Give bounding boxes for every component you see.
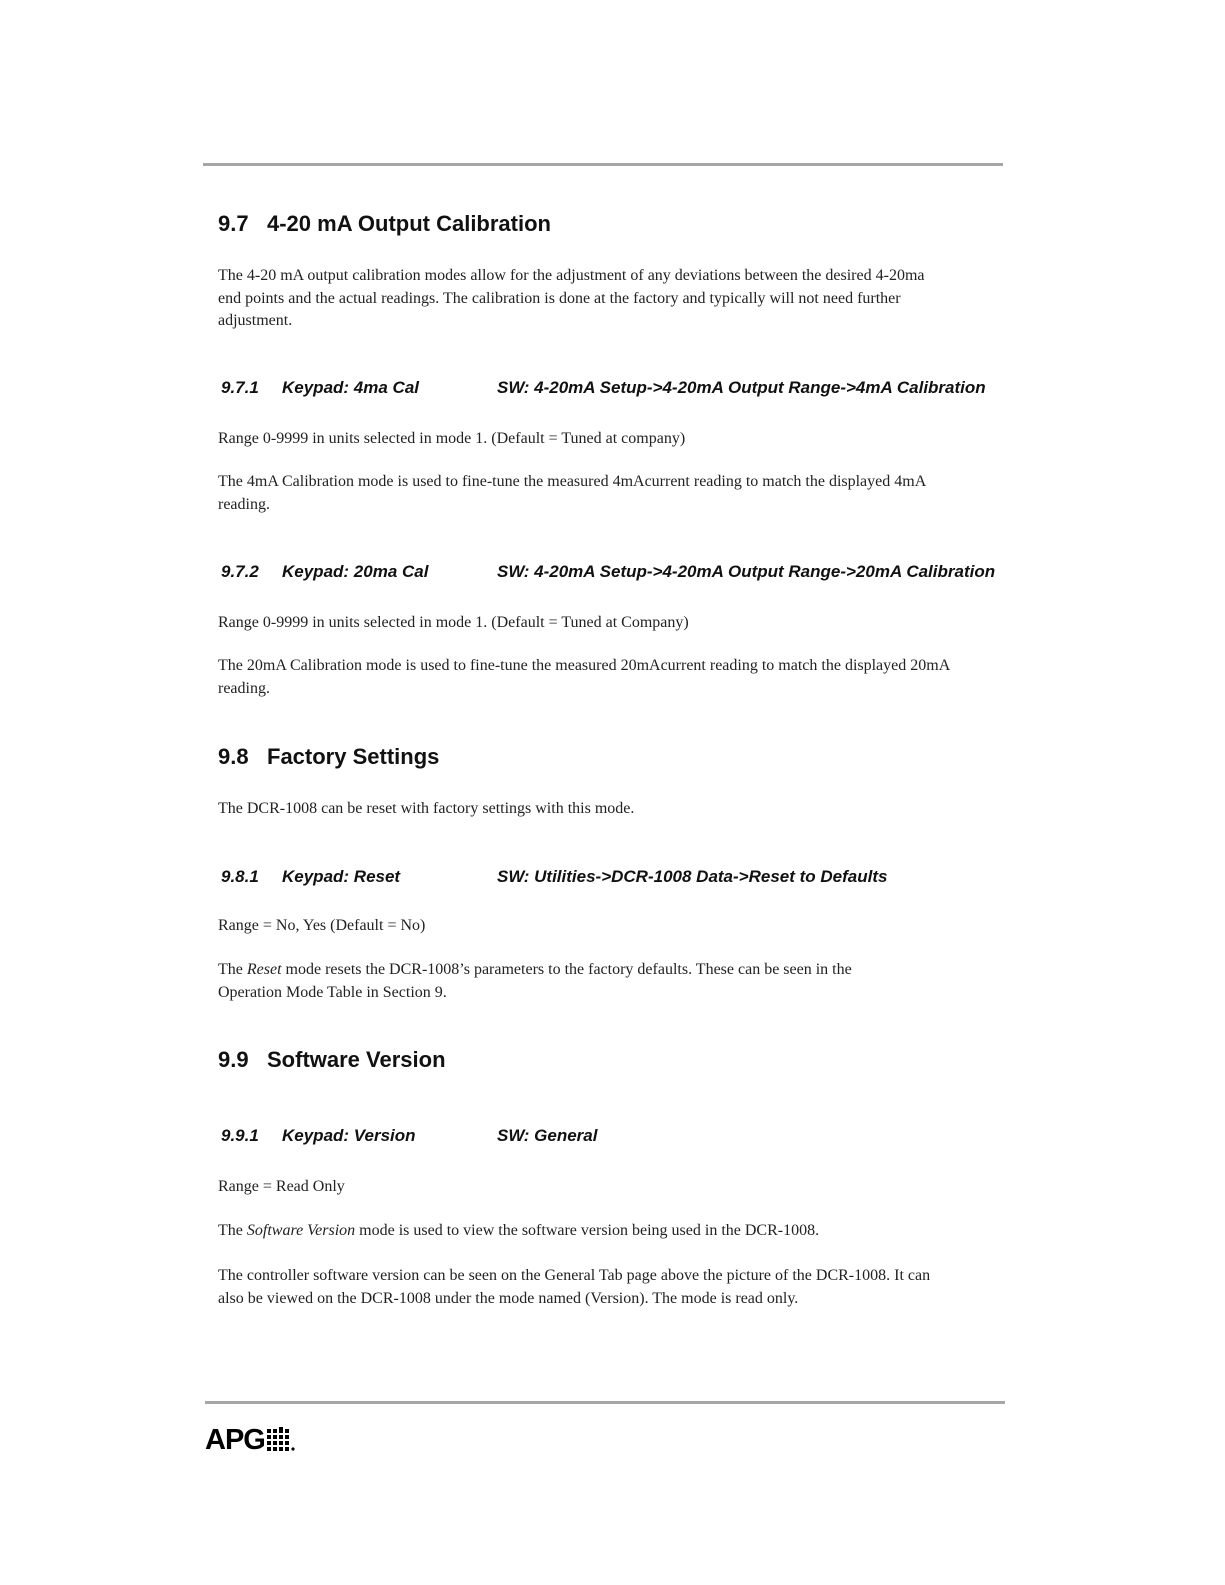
paragraph-factory-settings: The DCR-1008 can be reset with factory settings with this mode. — [218, 800, 635, 817]
paragraph-version-location: The controller software version can be seen on the General Tab page above the picture of the DCR-1008. It can also be viewed on the DCR-1008 under the mode named (Version). The mode is read only. — [218, 1267, 931, 1307]
section-number: 9.9 — [218, 1047, 249, 1072]
text-run: mode resets the DCR-1008’s parameters to the factory defaults. These can be seen in the Operation Mode Table in Section 9. — [218, 961, 852, 1001]
software-path: SW: Utilities->DCR-1008 Data->Reset to Defaults — [497, 867, 888, 886]
paragraph-range: Range = No, Yes (Default = No) — [218, 917, 426, 934]
footer-logo — [205, 1424, 295, 1457]
text-run: The — [218, 961, 247, 978]
section-title: 4-20 mA Output Calibration — [267, 211, 551, 236]
keypad-label: Keypad: 20ma Cal — [282, 562, 429, 581]
subsection-number: 9.7.1 — [221, 378, 259, 397]
section-number: 9.8 — [218, 744, 249, 769]
keypad-label: Keypad: Version — [282, 1126, 416, 1145]
keypad-label: Keypad: Reset — [282, 867, 401, 886]
software-path: SW: 4-20mA Setup->4-20mA Output Range->4mA Calibration — [497, 378, 986, 397]
footer-rule — [205, 1401, 1005, 1404]
paragraph-description: The 20mA Calibration mode is used to fine-tune the measured 20mAcurrent reading to match the displayed 20mA reading. — [218, 657, 950, 697]
text-run: mode is used to view the software version being used in the DCR-1008. — [355, 1222, 820, 1239]
section-title: Software Version — [267, 1047, 446, 1072]
paragraph-intro-calibration: The 4-20 mA output calibration modes allow for the adjustment of any deviations between the desired 4-20ma end points and the actual readings. The calibration is done at the factory and typically will not need further adjustment. — [218, 267, 925, 329]
section-title: Factory Settings — [267, 744, 440, 769]
emphasized-mode-name: Reset — [246, 961, 282, 978]
paragraph-range: Range 0-9999 in units selected in mode 1. (Default = Tuned at Company) — [218, 614, 689, 631]
paragraph-description — [218, 1220, 1008, 1243]
keypad-label: Keypad: 4ma Cal — [282, 378, 419, 397]
subsection-number: 9.9.1 — [221, 1126, 259, 1145]
paragraph-description — [218, 959, 918, 1004]
paragraph-range: Range 0-9999 in units selected in mode 1. (Default = Tuned at company) — [218, 430, 686, 447]
software-path: SW: General — [497, 1126, 598, 1145]
software-path: SW: 4-20mA Setup->4-20mA Output Range->20mA Calibration — [497, 562, 996, 581]
section-heading-9-9 — [218, 1047, 446, 1073]
emphasized-mode-name: Software Version — [246, 1222, 356, 1239]
section-heading-9-7 — [218, 211, 551, 237]
section-heading-9-8 — [218, 744, 439, 770]
subsection-number: 9.8.1 — [221, 867, 259, 886]
logo-text: APG — [205, 1424, 265, 1456]
text-run: The — [218, 1222, 247, 1239]
subsection-number: 9.7.2 — [221, 562, 259, 581]
paragraph-range: Range = Read Only — [218, 1178, 345, 1195]
header-rule — [203, 163, 1003, 166]
apg-grid-logo-icon — [267, 1427, 295, 1451]
section-number: 9.7 — [218, 211, 249, 236]
paragraph-description: The 4mA Calibration mode is used to fine-tune the measured 4mAcurrent reading to match the displayed 4mA reading. — [218, 473, 926, 513]
